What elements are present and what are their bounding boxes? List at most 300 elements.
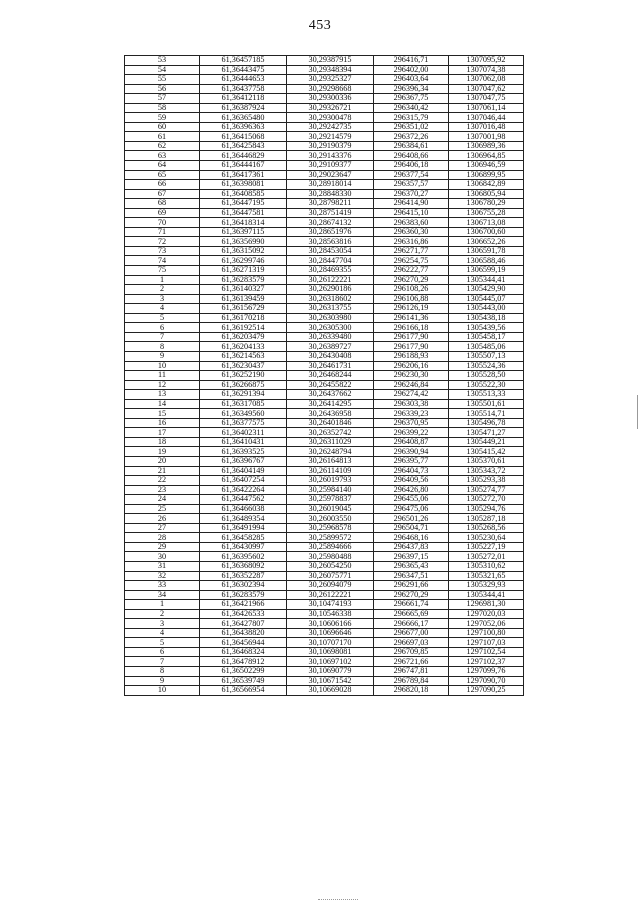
x-coordinate-cell: 296274,42 [374,390,449,400]
table-row [125,275,524,285]
latitude-cell: 61,36368092 [200,561,287,571]
point-number-cell: 33 [125,581,200,591]
x-coordinate-cell: 296230,30 [374,371,449,381]
longitude-cell: 30,25899572 [287,533,374,543]
x-coordinate-cell: 296351,02 [374,122,449,132]
table-row [125,619,524,629]
y-coordinate-cell: 1305501,61 [449,399,524,409]
point-number-cell: 20 [125,456,200,466]
point-number-cell: 67 [125,189,200,199]
x-coordinate-cell: 296677,00 [374,628,449,638]
point-number-cell: 6 [125,323,200,333]
latitude-cell: 61,36438820 [200,628,287,638]
table-row [125,351,524,361]
x-coordinate-cell: 296270,29 [374,590,449,600]
y-coordinate-cell: 1305274,77 [449,485,524,495]
y-coordinate-cell: 1306946,59 [449,161,524,171]
point-number-cell: 21 [125,466,200,476]
point-number-cell: 4 [125,628,200,638]
latitude-cell: 61,36365480 [200,113,287,123]
latitude-cell: 61,36252190 [200,371,287,381]
point-number-cell: 63 [125,151,200,161]
table-row [125,122,524,132]
x-coordinate-cell: 296108,26 [374,285,449,295]
x-coordinate-cell: 296367,75 [374,94,449,104]
y-coordinate-cell: 1297090,70 [449,676,524,686]
x-coordinate-cell: 296347,51 [374,571,449,581]
y-coordinate-cell: 1297102,37 [449,657,524,667]
point-number-cell: 3 [125,619,200,629]
table-row [125,390,524,400]
latitude-cell: 61,36203479 [200,332,287,342]
x-coordinate-cell: 296415,10 [374,208,449,218]
y-coordinate-cell: 1305310,62 [449,561,524,571]
x-coordinate-cell: 296820,18 [374,686,449,696]
y-coordinate-cell: 1305272,01 [449,552,524,562]
latitude-cell: 61,36266875 [200,380,287,390]
x-coordinate-cell: 296254,75 [374,256,449,266]
latitude-cell: 61,36402311 [200,428,287,438]
point-number-cell: 7 [125,332,200,342]
x-coordinate-cell: 296166,18 [374,323,449,333]
latitude-cell: 61,36317085 [200,399,287,409]
longitude-cell: 30,29190379 [287,141,374,151]
y-coordinate-cell: 1305329,93 [449,581,524,591]
table-row [125,533,524,543]
table-row [125,504,524,514]
latitude-cell: 61,36393525 [200,447,287,457]
latitude-cell: 61,36466038 [200,504,287,514]
longitude-cell: 30,10669028 [287,686,374,696]
longitude-cell: 30,28798211 [287,199,374,209]
x-coordinate-cell: 296339,23 [374,409,449,419]
x-coordinate-cell: 296396,34 [374,84,449,94]
longitude-cell: 30,29298668 [287,84,374,94]
y-coordinate-cell: 1306652,26 [449,237,524,247]
point-number-cell: 72 [125,237,200,247]
coordinates-table [124,55,524,696]
y-coordinate-cell: 1307001,98 [449,132,524,142]
x-coordinate-cell: 296399,22 [374,428,449,438]
y-coordinate-cell: 1306700,60 [449,227,524,237]
x-coordinate-cell: 296789,84 [374,676,449,686]
latitude-cell: 61,36422264 [200,485,287,495]
x-coordinate-cell: 296397,15 [374,552,449,562]
y-coordinate-cell: 1305496,78 [449,418,524,428]
latitude-cell: 61,36478912 [200,657,287,667]
x-coordinate-cell: 296316,86 [374,237,449,247]
y-coordinate-cell: 1306713,08 [449,218,524,228]
table-row [125,600,524,610]
latitude-cell: 61,36412118 [200,94,287,104]
longitude-cell: 30,10696646 [287,628,374,638]
x-coordinate-cell: 296416,71 [374,56,449,66]
latitude-cell: 61,36349560 [200,409,287,419]
longitude-cell: 30,10474193 [287,600,374,610]
latitude-cell: 61,36214563 [200,351,287,361]
latitude-cell: 61,36491994 [200,523,287,533]
x-coordinate-cell: 296357,57 [374,180,449,190]
y-coordinate-cell: 1306588,46 [449,256,524,266]
latitude-cell: 61,36447562 [200,495,287,505]
y-coordinate-cell: 1306989,36 [449,141,524,151]
y-coordinate-cell: 1297102,54 [449,647,524,657]
point-number-cell: 23 [125,485,200,495]
longitude-cell: 30,29300478 [287,113,374,123]
longitude-cell: 30,10690779 [287,667,374,677]
y-coordinate-cell: 1305344,41 [449,275,524,285]
longitude-cell: 30,25894666 [287,542,374,552]
point-number-cell: 71 [125,227,200,237]
y-coordinate-cell: 1305524,36 [449,361,524,371]
point-number-cell: 3 [125,294,200,304]
x-coordinate-cell: 296721,66 [374,657,449,667]
point-number-cell: 56 [125,84,200,94]
bottom-dash [318,899,358,901]
longitude-cell: 30,26430408 [287,351,374,361]
y-coordinate-cell: 1307047,62 [449,84,524,94]
x-coordinate-cell: 296402,00 [374,65,449,75]
point-number-cell: 30 [125,552,200,562]
x-coordinate-cell: 296426,80 [374,485,449,495]
table-row [125,313,524,323]
point-number-cell: 22 [125,476,200,486]
x-coordinate-cell: 296126,19 [374,304,449,314]
x-coordinate-cell: 296206,16 [374,361,449,371]
x-coordinate-cell: 296409,56 [374,476,449,486]
latitude-cell: 61,36404149 [200,466,287,476]
point-number-cell: 1 [125,600,200,610]
y-coordinate-cell: 1305507,13 [449,351,524,361]
x-coordinate-cell: 296377,54 [374,170,449,180]
longitude-cell: 30,26401846 [287,418,374,428]
table-row [125,323,524,333]
longitude-cell: 30,26436958 [287,409,374,419]
point-number-cell: 5 [125,313,200,323]
y-coordinate-cell: 1297107,03 [449,638,524,648]
x-coordinate-cell: 296384,61 [374,141,449,151]
table-row [125,476,524,486]
x-coordinate-cell: 296504,71 [374,523,449,533]
latitude-cell: 61,36446829 [200,151,287,161]
latitude-cell: 61,36396363 [200,122,287,132]
table-row [125,380,524,390]
y-coordinate-cell: 1305514,71 [449,409,524,419]
x-coordinate-cell: 296188,93 [374,351,449,361]
latitude-cell: 61,36271319 [200,266,287,276]
table-row [125,170,524,180]
point-number-cell: 9 [125,676,200,686]
table-row [125,285,524,295]
longitude-cell: 30,26468244 [287,371,374,381]
table-row [125,561,524,571]
table-row [125,65,524,75]
point-number-cell: 54 [125,65,200,75]
x-coordinate-cell: 296501,26 [374,514,449,524]
table-row [125,208,524,218]
y-coordinate-cell: 1305370,61 [449,456,524,466]
latitude-cell: 61,36408585 [200,189,287,199]
y-coordinate-cell: 1305458,17 [449,332,524,342]
latitude-cell: 61,36458285 [200,533,287,543]
longitude-cell: 30,26114109 [287,466,374,476]
y-coordinate-cell: 1306964,85 [449,151,524,161]
table-row [125,332,524,342]
table-row [125,180,524,190]
latitude-cell: 61,36302394 [200,581,287,591]
latitude-cell: 61,36283579 [200,275,287,285]
longitude-cell: 30,28447704 [287,256,374,266]
table-row [125,161,524,171]
latitude-cell: 61,36139459 [200,294,287,304]
x-coordinate-cell: 296437,83 [374,542,449,552]
longitude-cell: 30,28848330 [287,189,374,199]
x-coordinate-cell: 296475,06 [374,504,449,514]
x-coordinate-cell: 296360,30 [374,227,449,237]
longitude-cell: 30,26313755 [287,304,374,314]
table-row [125,523,524,533]
x-coordinate-cell: 296390,94 [374,447,449,457]
latitude-cell: 61,36156729 [200,304,287,314]
table-row [125,141,524,151]
latitude-cell: 61,36387924 [200,103,287,113]
point-number-cell: 55 [125,75,200,85]
y-coordinate-cell: 1305513,33 [449,390,524,400]
longitude-cell: 30,29326721 [287,103,374,113]
longitude-cell: 30,25968578 [287,523,374,533]
longitude-cell: 30,25980488 [287,552,374,562]
y-coordinate-cell: 1305272,70 [449,495,524,505]
point-number-cell: 18 [125,437,200,447]
point-number-cell: 13 [125,390,200,400]
y-coordinate-cell: 1306805,94 [449,189,524,199]
point-number-cell: 69 [125,208,200,218]
latitude-cell: 61,36283579 [200,590,287,600]
x-coordinate-cell: 296404,73 [374,466,449,476]
longitude-cell: 30,29242735 [287,122,374,132]
latitude-cell: 61,36447581 [200,208,287,218]
longitude-cell: 30,26290186 [287,285,374,295]
y-coordinate-cell: 1307095,92 [449,56,524,66]
table-row [125,132,524,142]
longitude-cell: 30,26122221 [287,275,374,285]
longitude-cell: 30,26019045 [287,504,374,514]
y-coordinate-cell: 1307061,14 [449,103,524,113]
y-coordinate-cell: 1305268,56 [449,523,524,533]
point-number-cell: 6 [125,647,200,657]
latitude-cell: 61,36489354 [200,514,287,524]
latitude-cell: 61,36315092 [200,246,287,256]
y-coordinate-cell: 1305439,56 [449,323,524,333]
x-coordinate-cell: 296246,84 [374,380,449,390]
point-number-cell: 2 [125,285,200,295]
longitude-cell: 30,29143376 [287,151,374,161]
page-number: 453 [308,18,332,33]
point-number-cell: 8 [125,342,200,352]
longitude-cell: 30,29109377 [287,161,374,171]
x-coordinate-cell: 296403,64 [374,75,449,85]
point-number-cell: 10 [125,686,200,696]
y-coordinate-cell: 1305227,19 [449,542,524,552]
point-number-cell: 66 [125,180,200,190]
table-row [125,571,524,581]
y-coordinate-cell: 1305321,65 [449,571,524,581]
longitude-cell: 30,29214579 [287,132,374,142]
longitude-cell: 30,26075771 [287,571,374,581]
point-number-cell: 11 [125,371,200,381]
y-coordinate-cell: 1305287,18 [449,514,524,524]
table-row [125,447,524,457]
x-coordinate-cell: 296661,74 [374,600,449,610]
table-row [125,628,524,638]
latitude-cell: 61,36140327 [200,285,287,295]
table-row [125,266,524,276]
point-number-cell: 59 [125,113,200,123]
table-row [125,84,524,94]
table-row [125,609,524,619]
longitude-cell: 30,26311029 [287,437,374,447]
point-number-cell: 60 [125,122,200,132]
point-number-cell: 16 [125,418,200,428]
point-number-cell: 15 [125,409,200,419]
x-coordinate-cell: 296340,42 [374,103,449,113]
table-row [125,56,524,66]
longitude-cell: 30,10671542 [287,676,374,686]
point-number-cell: 64 [125,161,200,171]
longitude-cell: 30,28469355 [287,266,374,276]
latitude-cell: 61,36417361 [200,170,287,180]
y-coordinate-cell: 1305528,50 [449,371,524,381]
table-row [125,581,524,591]
table-row [125,256,524,266]
y-coordinate-cell: 1306599,19 [449,266,524,276]
longitude-cell: 30,29387915 [287,56,374,66]
longitude-cell: 30,29325327 [287,75,374,85]
x-coordinate-cell: 296747,81 [374,667,449,677]
latitude-cell: 61,36299746 [200,256,287,266]
latitude-cell: 61,36396767 [200,456,287,466]
table-row [125,237,524,247]
longitude-cell: 30,10546338 [287,609,374,619]
point-number-cell: 32 [125,571,200,581]
longitude-cell: 30,26461731 [287,361,374,371]
latitude-cell: 61,36468324 [200,647,287,657]
y-coordinate-cell: 1305293,38 [449,476,524,486]
x-coordinate-cell: 296303,38 [374,399,449,409]
y-coordinate-cell: 1305438,18 [449,313,524,323]
point-number-cell: 9 [125,351,200,361]
point-number-cell: 58 [125,103,200,113]
y-coordinate-cell: 1305415,42 [449,447,524,457]
x-coordinate-cell: 296468,16 [374,533,449,543]
y-coordinate-cell: 1305294,76 [449,504,524,514]
longitude-cell: 30,26094079 [287,581,374,591]
table-row [125,485,524,495]
longitude-cell: 30,26455822 [287,380,374,390]
longitude-cell: 30,28563816 [287,237,374,247]
latitude-cell: 61,36415068 [200,132,287,142]
table-row [125,667,524,677]
point-number-cell: 70 [125,218,200,228]
point-number-cell: 61 [125,132,200,142]
y-coordinate-cell: 1305485,06 [449,342,524,352]
y-coordinate-cell: 1297099,76 [449,667,524,677]
table-row [125,456,524,466]
y-coordinate-cell: 1305449,21 [449,437,524,447]
longitude-cell: 30,26164813 [287,456,374,466]
table-row [125,466,524,476]
x-coordinate-cell: 296271,77 [374,246,449,256]
table-row [125,409,524,419]
point-number-cell: 17 [125,428,200,438]
x-coordinate-cell: 296370,95 [374,418,449,428]
y-coordinate-cell: 1306780,29 [449,199,524,209]
point-number-cell: 68 [125,199,200,209]
latitude-cell: 61,36377575 [200,418,287,428]
y-coordinate-cell: 1307062,08 [449,75,524,85]
table-row [125,151,524,161]
latitude-cell: 61,36444167 [200,161,287,171]
longitude-cell: 30,26003550 [287,514,374,524]
longitude-cell: 30,29348394 [287,65,374,75]
x-coordinate-cell: 296177,90 [374,332,449,342]
table-row [125,676,524,686]
table-row [125,304,524,314]
table-row [125,227,524,237]
y-coordinate-cell: 1306755,28 [449,208,524,218]
table-row [125,418,524,428]
x-coordinate-cell: 296177,90 [374,342,449,352]
latitude-cell: 61,36426533 [200,609,287,619]
x-coordinate-cell: 296666,17 [374,619,449,629]
table-row [125,437,524,447]
latitude-cell: 61,36427807 [200,619,287,629]
longitude-cell: 30,26352742 [287,428,374,438]
latitude-cell: 61,36539749 [200,676,287,686]
latitude-cell: 61,36395602 [200,552,287,562]
point-number-cell: 2 [125,609,200,619]
table-row [125,590,524,600]
longitude-cell: 30,10606166 [287,619,374,629]
longitude-cell: 30,28751419 [287,208,374,218]
point-number-cell: 31 [125,561,200,571]
coordinates-table-body [125,56,524,696]
x-coordinate-cell: 296408,66 [374,151,449,161]
longitude-cell: 30,26437662 [287,390,374,400]
x-coordinate-cell: 296372,26 [374,132,449,142]
latitude-cell: 61,36170218 [200,313,287,323]
table-row [125,361,524,371]
y-coordinate-cell: 1306591,78 [449,246,524,256]
x-coordinate-cell: 296383,60 [374,218,449,228]
point-number-cell: 57 [125,94,200,104]
point-number-cell: 19 [125,447,200,457]
point-number-cell: 1 [125,275,200,285]
point-number-cell: 10 [125,361,200,371]
x-coordinate-cell: 296395,77 [374,456,449,466]
latitude-cell: 61,36398081 [200,180,287,190]
y-coordinate-cell: 1297090,25 [449,686,524,696]
latitude-cell: 61,36443475 [200,65,287,75]
point-number-cell: 14 [125,399,200,409]
longitude-cell: 30,28453054 [287,246,374,256]
latitude-cell: 61,36192514 [200,323,287,333]
longitude-cell: 30,26019793 [287,476,374,486]
table-row [125,552,524,562]
longitude-cell: 30,28674132 [287,218,374,228]
y-coordinate-cell: 1306842,89 [449,180,524,190]
longitude-cell: 30,26389727 [287,342,374,352]
